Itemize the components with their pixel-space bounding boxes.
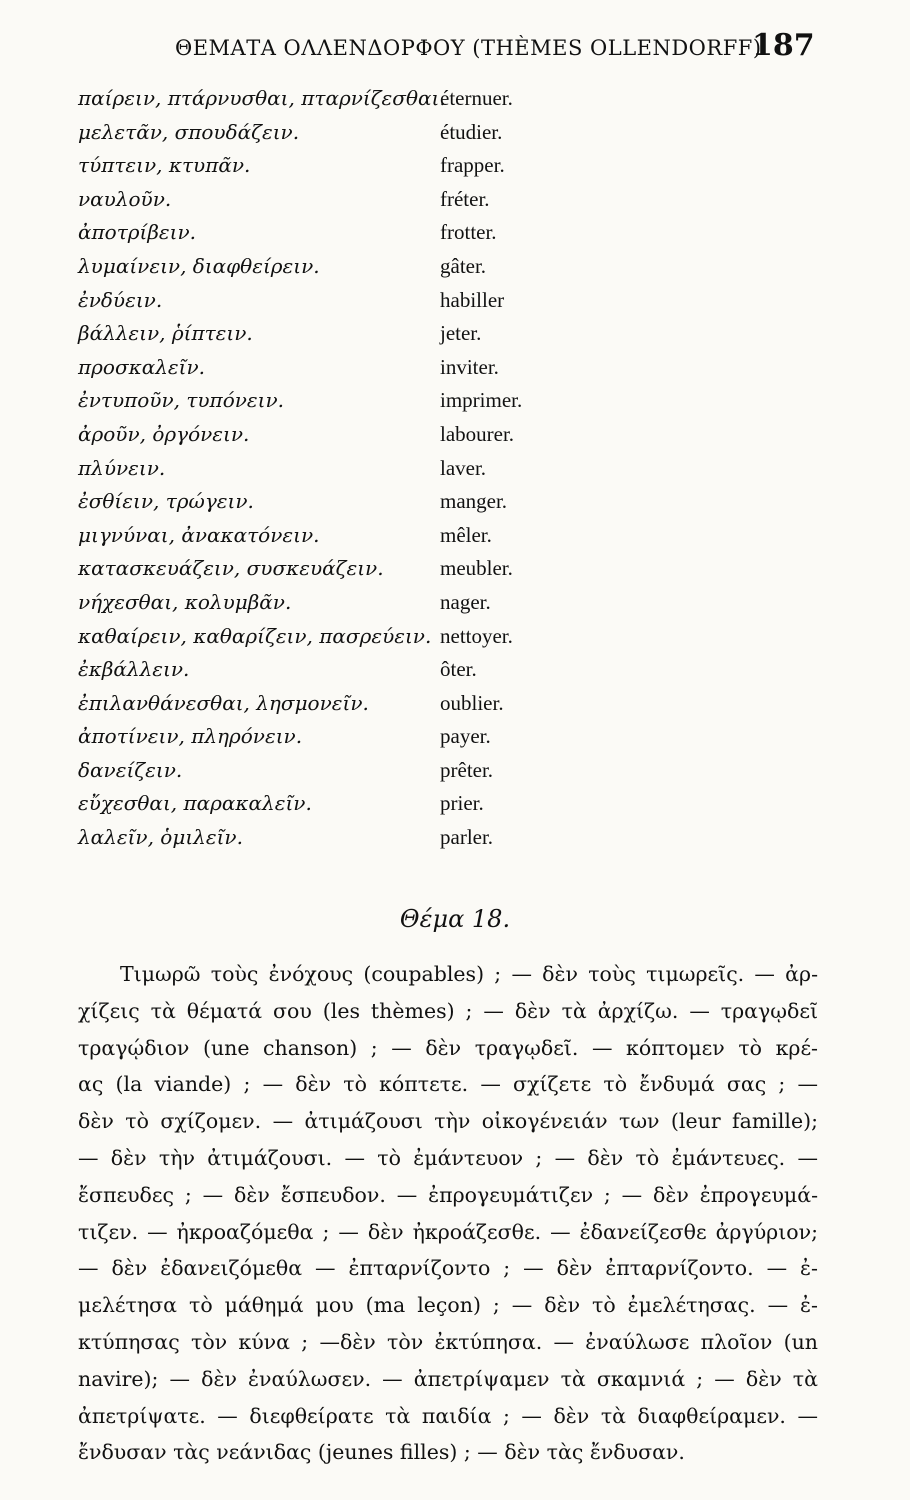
exercise-line: ἔνδυσαν τὰς νεάνιδας (jeunes filles) ; — δὲν τὰς ἔνδυσαν. bbox=[78, 1440, 685, 1465]
vocab-row bbox=[78, 288, 838, 322]
vocab-greek: παίρειν, πτάρνυσθαι, πταρνίζεσθαι. bbox=[78, 86, 446, 110]
exercise-line: — δὲν τὴν ἀτιμάζουσι. — τὸ ἐμάντευον ; — δὲν τὸ ἐμάντευες. — bbox=[78, 1145, 818, 1170]
vocab-french: habiller bbox=[440, 287, 505, 312]
vocab-greek: μελετᾶν, σπουδάζειν. bbox=[78, 119, 300, 144]
exercise-line: ας (la viande) ; — δὲν τὸ κόπτετε. — σχίζετε τὸ ἔνδυμά σας ; — bbox=[78, 1072, 818, 1097]
vocab-french: fréter. bbox=[440, 186, 490, 211]
vocab-greek: ἀποτρίβειν. bbox=[78, 220, 197, 245]
vocab-greek: ἐνδύειν. bbox=[78, 287, 163, 312]
section-title: Θέμα 18. bbox=[399, 905, 511, 933]
vocab-row bbox=[78, 388, 838, 422]
vocab-row bbox=[78, 254, 838, 288]
vocab-french: manger. bbox=[440, 489, 508, 514]
vocab-french: prier. bbox=[440, 791, 484, 816]
vocab-french: frotter. bbox=[440, 220, 497, 245]
vocabulary-list bbox=[78, 86, 838, 859]
vocab-french: jeter. bbox=[440, 321, 482, 346]
vocab-greek: δανείζειν. bbox=[78, 757, 183, 782]
vocab-greek: ναυλοῦν. bbox=[78, 186, 172, 211]
vocab-row bbox=[78, 153, 838, 187]
vocab-row bbox=[78, 523, 838, 557]
vocab-greek: ἀποτίνειν, πληρόνειν. bbox=[78, 724, 303, 749]
vocab-greek: λυμαίνειν, διαφθείρειν. bbox=[78, 253, 320, 278]
vocab-french: labourer. bbox=[440, 421, 515, 446]
vocab-row bbox=[78, 220, 838, 254]
vocab-greek: ἀροῦν, ὀργόνειν. bbox=[78, 421, 250, 446]
running-header: ΘΕΜΑΤΑ ΟΛΛΕΝΔΟΡΦΟΥ (THÈMES OLLENDORFF) bbox=[175, 36, 762, 60]
exercise-line: τιζεν. — ἠκροαζόμεθα ; — δὲν ἠκροάζεσθε. — ἐδανείζεσθε ἀργύριον; bbox=[78, 1219, 818, 1244]
vocab-french: nager. bbox=[440, 589, 491, 614]
vocab-greek: βάλλειν, ῥίπτειν. bbox=[78, 321, 253, 346]
exercise-line: κτύπησας τὸν κύνα ; —δὲν τὸν ἐκτύπησα. — ἐναύλωσε πλοῖον (un bbox=[78, 1329, 818, 1354]
vocab-row bbox=[78, 791, 838, 825]
vocab-greek: λαλεῖν, ὁμιλεῖν. bbox=[78, 825, 243, 850]
vocab-greek: νήχεσθαι, κολυμβᾶν. bbox=[78, 589, 292, 614]
vocab-french: parler. bbox=[440, 825, 494, 850]
vocab-greek: ἐντυποῦν, τυπόνειν. bbox=[78, 388, 284, 413]
vocab-french: étudier. bbox=[440, 119, 503, 144]
exercise-line: χίζεις τὰ θέματά σου (les thèmes) ; — δὲν τὰ ἀρχίζω. — τραγῳδεῖ bbox=[78, 998, 818, 1023]
vocab-french: nettoyer. bbox=[440, 623, 513, 648]
vocab-greek: εὔχεσθαι, παρακαλεῖν. bbox=[78, 791, 312, 816]
vocab-french: inviter. bbox=[440, 354, 499, 379]
vocab-row bbox=[78, 556, 838, 590]
vocab-french: éternuer. bbox=[440, 86, 513, 110]
exercise-line: ἀπετρίψατε. — διεφθείρατε τὰ παιδία ; — δὲν τὰ διαφθείραμεν. — bbox=[78, 1403, 818, 1428]
vocab-row bbox=[78, 86, 838, 120]
vocab-french: imprimer. bbox=[440, 388, 523, 413]
vocab-row bbox=[78, 422, 838, 456]
vocab-french: payer. bbox=[440, 724, 491, 749]
exercise-line: δὲν τὸ σχίζομεν. — ἀτιμάζουσι τὴν οἰκογένειάν των (leur famille); bbox=[78, 1109, 818, 1134]
vocab-french: meubler. bbox=[440, 556, 513, 581]
page-number: 187 bbox=[752, 28, 815, 63]
vocab-row bbox=[78, 187, 838, 221]
vocab-greek: ἐπιλανθάνεσθαι, λησμονεῖν. bbox=[78, 690, 369, 715]
vocab-french: mêler. bbox=[440, 522, 492, 547]
vocab-greek: καθαίρειν, καθαρίζειν, πασρεύειν. bbox=[78, 623, 432, 648]
vocab-row bbox=[78, 691, 838, 725]
vocab-row bbox=[78, 321, 838, 355]
exercise-line: μελέτησα τὸ μάθημά μου (ma leçon) ; — δὲν τὸ ἐμελέτησας. — ἐ- bbox=[78, 1293, 818, 1318]
vocab-row bbox=[78, 590, 838, 624]
vocab-greek: ἐκβάλλειν. bbox=[78, 657, 190, 682]
vocab-greek: μιγνύναι, ἀνακατόνειν. bbox=[78, 522, 320, 547]
vocab-row bbox=[78, 657, 838, 691]
exercise-text bbox=[78, 962, 818, 1477]
vocab-greek: τύπτειν, κτυπᾶν. bbox=[78, 153, 251, 178]
vocab-french: laver. bbox=[440, 455, 487, 480]
vocab-french: prêter. bbox=[440, 757, 494, 782]
exercise-line: — δὲν ἐδανειζόμεθα — ἐπταρνίζοντο ; — δὲν ἐπταρνίζοντο. — ἐ- bbox=[78, 1256, 818, 1281]
vocab-row bbox=[78, 456, 838, 490]
vocab-french: oublier. bbox=[440, 690, 504, 715]
exercise-line: ἔσπευδες ; — δὲν ἔσπευδον. — ἐπρογευμάτιζεν ; — δὲν ἐπρογευμά- bbox=[78, 1182, 818, 1207]
vocab-greek: κατασκευάζειν, συσκευάζειν. bbox=[78, 556, 384, 581]
vocab-row bbox=[78, 120, 838, 154]
exercise-line: navire); — δὲν ἐναύλωσεν. — ἀπετρίψαμεν τὰ σκαμνιά ; — δὲν τὰ bbox=[78, 1366, 818, 1391]
vocab-greek: πλύνειν. bbox=[78, 455, 166, 480]
vocab-greek: προσκαλεῖν. bbox=[78, 354, 205, 379]
vocab-greek: ἐσθίειν, τρώγειν. bbox=[78, 489, 254, 514]
vocab-row bbox=[78, 624, 838, 658]
vocab-french: gâter. bbox=[440, 253, 487, 278]
vocab-row bbox=[78, 724, 838, 758]
vocab-french: ôter. bbox=[440, 657, 477, 682]
vocab-row bbox=[78, 825, 838, 859]
exercise-line: τραγῴδιον (une chanson) ; — δὲν τραγῳδεῖ. — κόπτομεν τὸ κρέ- bbox=[78, 1035, 818, 1060]
exercise-line: Τιμωρῶ τοὺς ἐνόχους (coupables) ; — δὲν τοὺς τιμωρεῖς. — ἀρ- bbox=[120, 962, 818, 986]
vocab-row bbox=[78, 758, 838, 792]
vocab-french: frapper. bbox=[440, 153, 505, 178]
vocab-row bbox=[78, 355, 838, 389]
vocab-row bbox=[78, 489, 838, 523]
